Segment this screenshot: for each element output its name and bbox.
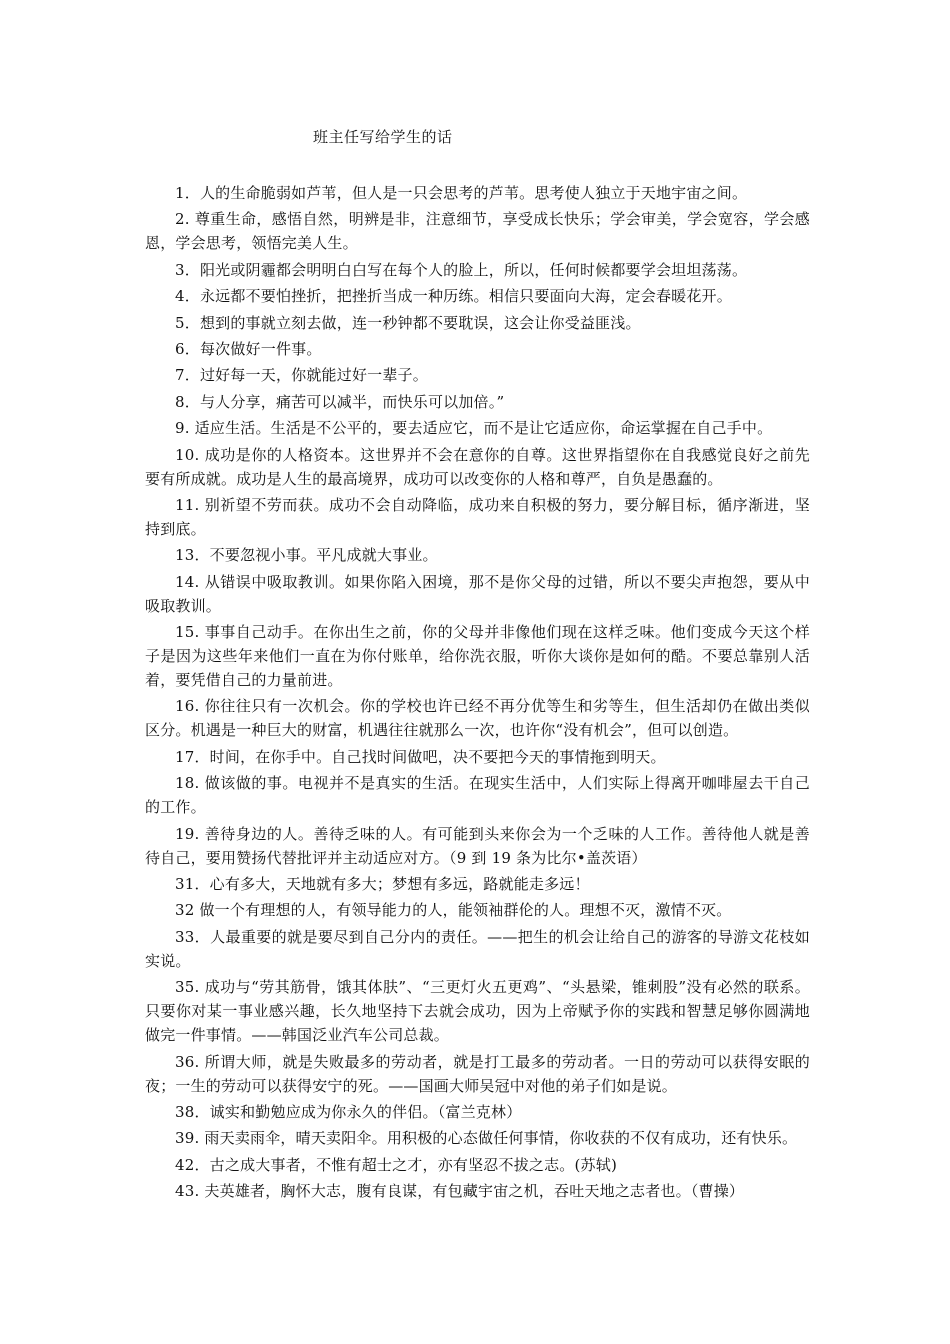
quote-item-31: 31．心有多大，天地就有多大；梦想有多远，路就能走多远！ <box>175 875 590 894</box>
quote-item-10: 10. 成功是你的人格资本。这世界并不会在意你的自尊。这世界指望你在自我感觉良好之前先要有所成就。成功是人生的最高境界，成功可以改变你的人格和尊严，自负是愚蠢的。 <box>145 445 810 488</box>
quote-item-1: 1．人的生命脆弱如芦苇，但人是一只会思考的芦苇。思考使人独立于天地宇宙之间。 <box>175 184 748 202</box>
quote-item-7: 7．过好每一天，你就能过好一辈子。 <box>175 366 428 385</box>
quote-item-4: 4．永远都不要怕挫折，把挫折当成一种历练。相信只要面向大海，定会春暖花开。 <box>175 287 732 306</box>
quote-item-38: 38．诚实和勤勉应成为你永久的伴侣。（富兰克林） <box>175 1102 522 1121</box>
quote-item-36: 36. 所谓大师，就是失败最多的劳动者，就是打工最多的劳动者。一日的劳动可以获得安眠的夜；一生的劳动可以获得安宁的死。——国画大师吴冠中对他的弟子们如是说。 <box>145 1052 810 1095</box>
quote-item-3: 3．阳光或阴霾都会明明白白写在每个人的脸上，所以，任何时候都要学会坦坦荡荡。 <box>175 260 748 279</box>
quote-item-19: 19. 善待身边的人。善待乏味的人。有可能到头来你会为一个乏味的人工作。善待他人就是善待自己，要用赞扬代替批评并主动适应对方。（9 到 19 条为比尔•盖茨语） <box>145 824 810 867</box>
quote-item-42: 42．古之成大事者，不惟有超士之才，亦有坚忍不拔之志。(苏轼) <box>175 1155 617 1174</box>
quote-item-43: 43. 夫英雄者，胸怀大志，腹有良谋，有包藏宇宙之机，吞吐天地之志者也。（曹操） <box>175 1182 745 1201</box>
quote-item-35: 35. 成功与“劳其筋骨，饿其体肤”、“三更灯火五更鸡”、“头悬梁，锥刺股”没有必然的联系。只要你对某一事业感兴趣，长久地坚持下去就会成功，因为上帝赋予你的实践和智慧足够你圆满地做完一件事情。——韩国泛业汽车公司总裁。 <box>145 978 810 1045</box>
quote-item-5: 5．想到的事就立刻去做，连一秒钟都不要耽误，这会让你受益匪浅。 <box>175 313 641 332</box>
quote-item-16: 16. 你往往只有一次机会。你的学校也许已经不再分优等生和劣等生，但生活却仍在做出类似区分。机遇是一种巨大的财富，机遇往往就那么一次，也许你“没有机会”，但可以创造。 <box>145 697 810 740</box>
quote-item-18: 18. 做该做的事。电视并不是真实的生活。在现实生活中，人们实际上得离开咖啡屋去干自己的工作。 <box>145 774 810 817</box>
quote-item-6: 6．每次做好一件事。 <box>175 339 322 358</box>
document-title: 班主任写给学生的话 <box>313 128 453 146</box>
quote-item-39: 39. 雨天卖雨伞，晴天卖阳伞。用积极的心态做任何事情，你收获的不仅有成功，还有快乐。 <box>175 1129 798 1148</box>
quote-item-32: 32 做一个有理想的人，有领导能力的人，能领袖群伦的人。理想不灭，激情不灭。 <box>175 901 732 920</box>
quote-item-9: 9. 适应生活。生活是不公平的，要去适应它，而不是让它适应你，命运掌握在自己手中。 <box>175 419 773 438</box>
quote-item-11: 11. 别祈望不劳而获。成功不会自动降临，成功来自积极的努力，要分解目标，循序渐进，坚持到底。 <box>145 495 810 538</box>
quote-item-8: 8．与人分享，痛苦可以减半，而快乐可以加倍。” <box>175 392 505 411</box>
quote-item-33: 33．人最重要的就是要尽到自己分内的责任。——把生的机会让给自己的游客的导游文花枝如实说。 <box>145 927 810 970</box>
quote-item-14: 14. 从错误中吸取教训。如果你陷入困境，那不是你父母的过错，所以不要尖声抱怨，要从中吸取教训。 <box>145 572 810 615</box>
quote-item-13: 13．不要忽视小事。平凡成就大事业。 <box>175 546 438 565</box>
quote-item-2: 2. 尊重生命，感悟自然，明辨是非，注意细节，享受成长快乐；学会审美，学会宽容，学会感恩，学会思考，领悟完美人生。 <box>145 210 810 253</box>
quote-item-17: 17．时间，在你手中。自己找时间做吧，决不要把今天的事情拖到明天。 <box>175 747 666 766</box>
quote-item-15: 15. 事事自己动手。在你出生之前，你的父母并非像他们现在这样乏味。他们变成今天这个样子是因为这些年来他们一直在为你付账单，给你洗衣服，听你大谈你是如何的酷。不要总靠别人活着，要凭借自己的力量前进。 <box>145 623 810 690</box>
quote-list <box>145 181 810 1203</box>
document-page <box>145 126 810 1206</box>
